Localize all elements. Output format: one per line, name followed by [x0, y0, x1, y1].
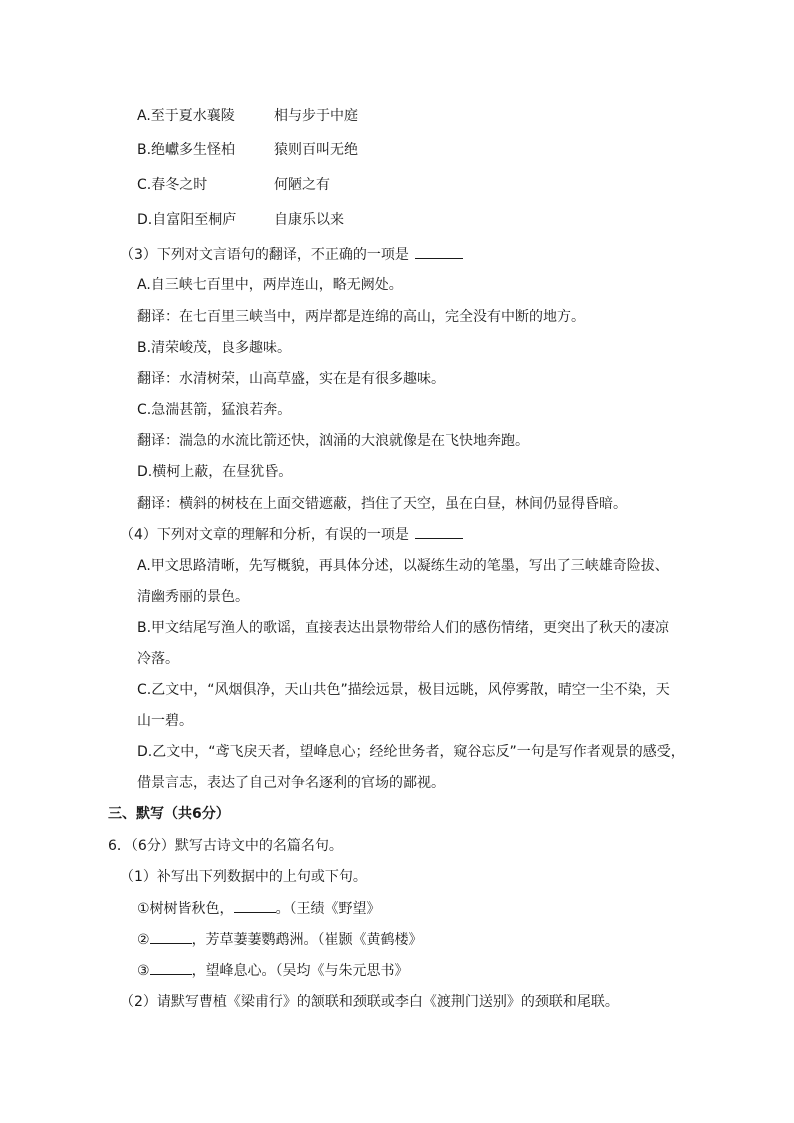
q2-option-a-right: 相与步于中庭 — [274, 108, 358, 124]
q4-option-a-line2: 清幽秀丽的景色。 — [137, 589, 249, 605]
q6-item-3 — [137, 960, 409, 981]
q3-translation-c: 翻译：湍急的水流比箭还快，汹涌的大浪就像是在飞快地奔跑。 — [137, 433, 529, 449]
q3-stem — [120, 244, 463, 265]
q3-translation-a: 翻译：在七百里三峡当中，两岸都是连绵的高山，完全没有中断的地方。 — [137, 309, 585, 325]
q2-option-c-right: 何陋之有 — [274, 177, 330, 193]
q4-option-a-line1: A.甲文思路清晰，先写概貌，再具体分述，以凝练生动的笔墨，写出了三峡雄奇险拔、 — [137, 558, 669, 574]
q3-option-c: C.急湍甚箭，猛浪若奔。 — [137, 402, 292, 418]
q3-option-a: A.自三峡七百里中，两岸连山，略无阙处。 — [137, 277, 403, 293]
q6-item-2 — [137, 929, 423, 950]
answer-blank — [415, 524, 463, 539]
q4-option-c-line2: 山一碧。 — [137, 713, 193, 729]
q6-sub1: （1）补写出下列数据中的上句或下句。 — [120, 869, 367, 885]
q4-stem-text: （4）下列对文章的理解和分析，有误的一项是 — [120, 527, 409, 543]
q3-option-b: B.清荣峻茂，良多趣味。 — [137, 340, 292, 356]
q6-item-2-post: ，芳草萋萋鹦鹉洲。（崔颢《黄鹤楼》 — [191, 932, 423, 948]
q2-option-b-right: 猿则百叫无绝 — [274, 142, 358, 158]
q3-option-d: D.横柯上蔽，在昼犹昏。 — [137, 464, 293, 480]
q2-option-d-left: D.自富阳至桐庐 — [137, 212, 237, 228]
q6-item-1-post: 。（王绩《野望》 — [275, 901, 381, 917]
answer-blank — [234, 898, 276, 913]
q2-option-b-left: B.绝巘多生怪柏 — [137, 142, 236, 158]
q6-item-1-pre: ①树树皆秋色， — [137, 901, 234, 917]
q6-item-1 — [137, 898, 381, 919]
q6-item-2-pre: ② — [137, 932, 150, 948]
q4-option-d-line2: 借景言志，表达了自己对争名逐利的官场的鄙视。 — [137, 775, 445, 791]
q4-option-b-line2: 冷落。 — [137, 651, 179, 667]
q4-stem — [120, 524, 463, 545]
section-heading: 三、默写（共6分） — [108, 806, 230, 822]
q6-sub2: （2）请默写曹植《梁甫行》的颔联和颈联或李白《渡荆门送别》的颈联和尾联。 — [120, 994, 619, 1010]
q6-stem: 6．（6分）默写古诗文中的名篇名句。 — [108, 838, 343, 854]
q6-item-3-pre: ③ — [137, 963, 150, 979]
q2-option-a-left: A.至于夏水襄陵 — [137, 108, 235, 124]
q4-option-d-line1: D.乙文中，“鸢飞戾天者，望峰息心；经纶世务者，窥谷忘反”一句是写作者观景的感受， — [137, 744, 685, 760]
q3-translation-b: 翻译：水清树荣，山高草盛，实在是有很多趣味。 — [137, 371, 445, 387]
q2-option-c-left: C.春冬之时 — [137, 177, 208, 193]
q2-option-d-right: 自康乐以来 — [274, 212, 344, 228]
q3-stem-text: （3）下列对文言语句的翻译，不正确的一项是 — [120, 247, 409, 263]
q4-option-c-line1: C.乙文中，“风烟俱净，天山共色”描绘远景，极目远眺，风停雾散，晴空一尘不染，天 — [137, 682, 670, 698]
q3-translation-d: 翻译：横斜的树枝在上面交错遮蔽，挡住了天空，虽在白昼，林间仍显得昏暗。 — [137, 496, 627, 512]
q4-option-b-line1: B.甲文结尾写渔人的歌谣，直接表达出景物带给人们的感伤情绪，更突出了秋天的凄凉 — [137, 620, 670, 636]
q6-item-3-post: ，望峰息心。（吴均《与朱元思书》 — [191, 963, 409, 979]
answer-blank — [150, 960, 192, 975]
answer-blank — [415, 244, 463, 259]
answer-blank — [150, 929, 192, 944]
